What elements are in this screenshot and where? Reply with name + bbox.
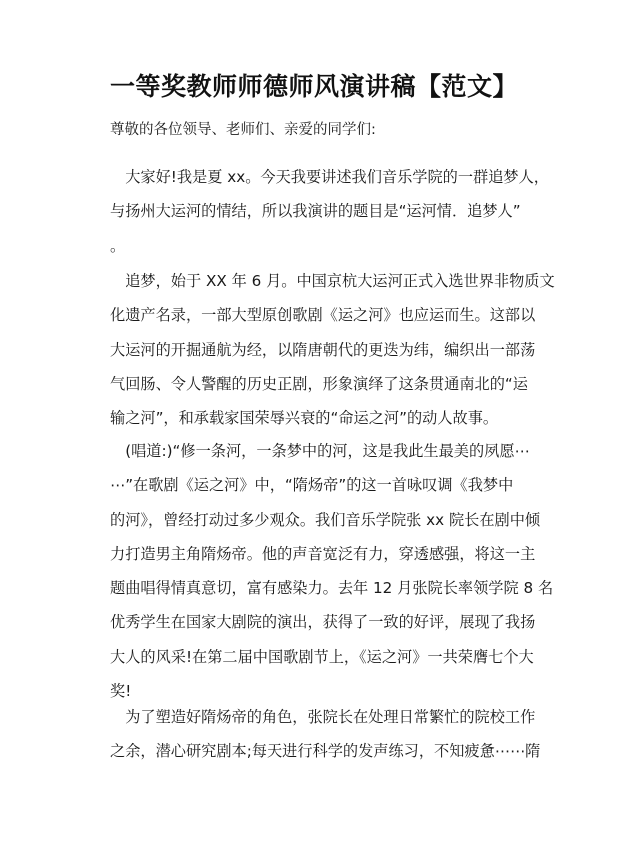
paragraph-1: [110, 160, 549, 263]
paragraph-line: 化遗产名录，一部大型原创歌剧《运之河》也应运而生。这部以: [110, 306, 536, 325]
paragraph-line: (唱道:)“修一条河，一条梦中的河，这是我此生最美的夙愿⋯: [110, 442, 530, 460]
paragraph-line: 大家好!我是夏 xx。今天我要讲述我们音乐学院的一群追梦人，: [110, 168, 549, 186]
paragraph-line: 输之河”，和承载家国荣辱兴衰的“命运之河”的动人故事。: [110, 409, 499, 428]
paragraph-line: 优秀学生在国家大剧院的演出，获得了一致的好评，展现了我扬: [110, 613, 536, 632]
paragraph-line: 大人的风采!在第二届中国歌剧节上，《运之河》一共荣膺七个大: [110, 647, 534, 666]
document-title: 一等奖教师师德师风演讲稿【范文】: [110, 72, 519, 101]
paragraph-line: 为了塑造好隋炀帝的角色，张院长在处理日常繁忙的院校工作: [110, 708, 536, 726]
paragraph-line: 之余，潜心研究剧本;每天进行科学的发声练习，不知疲惫⋯⋯隋: [110, 742, 541, 761]
paragraph-line: 力打造男主角隋炀帝。他的声音宽泛有力，穿透感强，将这一主: [110, 544, 536, 563]
paragraph-4: [110, 700, 541, 769]
paragraph-line: 气回肠、令人警醒的历史正剧，形象演绎了这条贯通南北的“运: [110, 374, 528, 393]
paragraph-line: 追梦，始于 XX 年 6 月。中国京杭大运河正式入选世界非物质文: [110, 272, 555, 290]
salutation: 尊敬的各位领导、老师们、亲爱的同学们:: [110, 122, 376, 138]
paragraph-line: 。: [110, 236, 126, 255]
paragraph-line: 大运河的开掘通航为经，以隋唐朝代的更迭为纬，编织出一部荡: [110, 340, 536, 359]
paragraph-line: 题曲唱得情真意切，富有感染力。去年 12 月张院长率领学院 8 名: [110, 579, 554, 598]
paragraph-line: 奖!: [110, 682, 132, 701]
paragraph-2: [110, 264, 555, 435]
paragraph-line: 的河》，曾经打动过多少观众。我们音乐学院张 xx 院长在剧中倾: [110, 510, 541, 529]
paragraph-line: ⋯”在歌剧《运之河》中，“隋炀帝”的这一首咏叹调《我梦中: [110, 476, 514, 495]
paragraph-3: [110, 434, 554, 708]
paragraph-line: 与扬州大运河的情结，所以我演讲的题目是“运河情．追梦人”: [110, 202, 521, 221]
